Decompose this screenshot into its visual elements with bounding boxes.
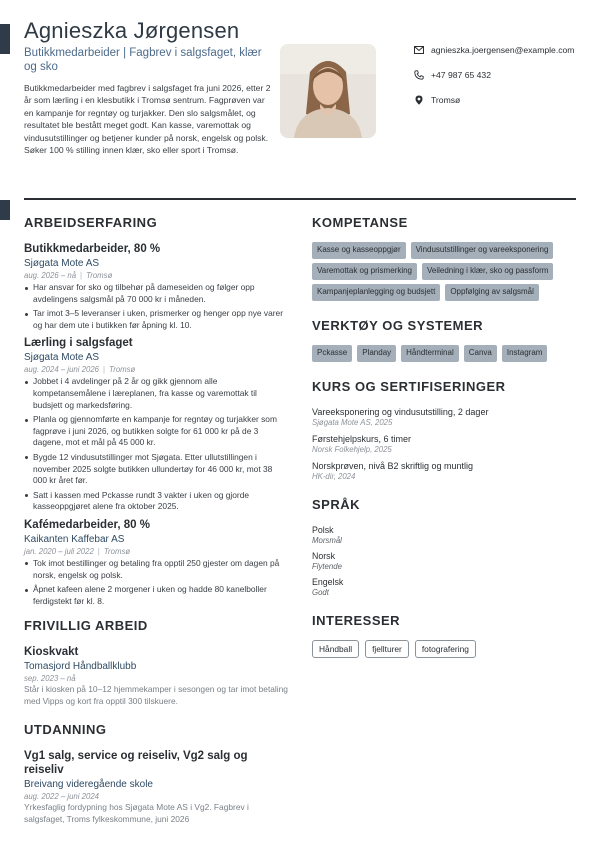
accent-bar-header bbox=[0, 24, 10, 54]
education-description: Yrkesfaglig fordypning hos Sjøgata Mote AS i Vg2. Fagbrev i salgsfaget, Troms fylkeskommune, juni 2026 bbox=[24, 802, 249, 825]
job-bullet: Åpnet kafeen alene 2 morgener i uken og hadde 80 kanelboller ferdigstekt før kl. 8. bbox=[24, 584, 288, 607]
job-entry bbox=[24, 242, 288, 331]
profile-photo bbox=[280, 44, 376, 138]
job-location: Tromsø bbox=[86, 271, 113, 280]
job-bullet: Har ansvar for sko og tilbehør på dameseiden og følger opp avdelingens salgsmål på 70 000 kr i måneden. bbox=[24, 282, 288, 305]
volunteer-entry bbox=[24, 645, 288, 707]
education-heading: UTDANNING bbox=[24, 722, 107, 738]
job-company: Kaikanten Kaffebar AS bbox=[24, 533, 125, 545]
volunteer-description: Står i kiosken på 10–12 hjemmekamper i sesongen og tar imot betaling med Vipps og kort fra opptil 300 tilskuere. bbox=[24, 684, 288, 706]
language-item bbox=[312, 576, 576, 598]
job-company: Sjøgata Mote AS bbox=[24, 352, 100, 364]
job-bullets bbox=[24, 376, 288, 513]
skill-tag: Veiledning i klær, sko og passform bbox=[422, 263, 553, 280]
job-entry bbox=[24, 336, 288, 513]
header-divider bbox=[24, 198, 576, 200]
skills-heading: KOMPETANSE bbox=[312, 215, 408, 230]
education-degree: Vg1 salg, service og reiseliv, Vg2 salg og reiseliv bbox=[24, 750, 248, 777]
education-dates: aug. 2022 – juni 2024 bbox=[24, 792, 100, 802]
left-column bbox=[24, 214, 288, 831]
course-name: Norskprøven, nivå B2 skriftlig og muntlig bbox=[312, 461, 474, 471]
skill-tag: Varemottak og prismerking bbox=[312, 263, 417, 280]
resume-page bbox=[24, 18, 576, 825]
volunteer-dates: sep. 2023 – nå bbox=[24, 674, 76, 684]
phone-text: +47 987 65 432 bbox=[431, 70, 491, 80]
job-entry bbox=[24, 518, 288, 607]
language-item bbox=[312, 524, 576, 546]
email-text: agnieszka.joergensen@example.com bbox=[431, 45, 575, 55]
tool-tag: Planday bbox=[357, 345, 396, 362]
language-level: Godt bbox=[312, 588, 329, 597]
language-level: Morsmål bbox=[312, 536, 342, 545]
job-title: Kafémedarbeider, 80 % bbox=[24, 518, 150, 531]
course-name: Vareeksponering og vindusutstilling, 2 dager bbox=[312, 407, 489, 417]
job-title: Lærling i salgsfaget bbox=[24, 337, 133, 350]
course-item bbox=[312, 406, 576, 428]
contact-email[interactable] bbox=[414, 44, 576, 56]
skill-tag: Oppfølging av salgsmål bbox=[445, 284, 539, 301]
contact-phone[interactable] bbox=[414, 69, 576, 81]
education-school: Breivang videregående skole bbox=[24, 779, 153, 791]
job-dates: aug. 2026 – nå bbox=[24, 271, 77, 280]
job-meta: aug. 2026 – nå | Tromsø bbox=[24, 271, 113, 280]
location-text: Tromsø bbox=[431, 95, 461, 105]
language-level: Flytende bbox=[312, 562, 342, 571]
job-bullet: Tar imot 3–5 leveranser i uken, prismerker og henger opp nye varer og har dem ute i butikken før åpning kl. 10. bbox=[24, 308, 288, 331]
language-name: Polsk bbox=[312, 525, 334, 535]
job-dates: jan. 2020 – juli 2022 bbox=[24, 546, 94, 556]
right-column bbox=[312, 214, 576, 658]
job-bullet: Bygde 12 vindusutstillinger mot Sjøgata. Etter ullutstillingen i november 2025 solgte butikken ullundertøy for 46 000 kr, mot 38 000 kr året før. bbox=[24, 452, 288, 487]
courses-list bbox=[312, 406, 576, 482]
job-location: Tromsø bbox=[109, 365, 136, 375]
interest-tag: fotografering bbox=[415, 640, 476, 658]
education-entry bbox=[24, 749, 288, 825]
job-meta: jan. 2020 – juli 2022 | Tromsø bbox=[24, 546, 131, 556]
languages-list bbox=[312, 524, 576, 598]
skill-tag: Vindusutstillinger og vareeksponering bbox=[411, 242, 554, 259]
job-meta: aug. 2024 – juni 2026 | Tromsø bbox=[24, 365, 136, 375]
volunteer-org: Tomasjord Håndballklubb bbox=[24, 661, 137, 673]
skill-tag: Kasse og kasseoppgjør bbox=[312, 242, 406, 259]
interests-heading: INTERESSER bbox=[312, 613, 401, 628]
course-source: HK-dir, 2024 bbox=[312, 472, 356, 481]
job-company: Sjøgata Mote AS bbox=[24, 258, 100, 269]
phone-icon bbox=[414, 70, 424, 80]
candidate-name: Agnieszka Jørgensen bbox=[24, 18, 240, 43]
job-bullets bbox=[24, 558, 288, 607]
job-bullet: Tok imot bestillinger og betaling fra opptil 250 gjester om dagen på norsk, engelsk og polsk. bbox=[24, 558, 288, 581]
job-bullet: Satt i kassen med Pckasse rundt 3 vakter i uken og gjorde kasseoppgjøret alene fra oktober 2025. bbox=[24, 490, 288, 513]
interests-list bbox=[312, 640, 576, 658]
job-bullet: Planla og gjennomførte en kampanje for regntøy og turjakker som fagprøve i juni 2026, og butikken solgte for 61 000 kr på de 3 dagene, mot et mål på 45 000 kr. bbox=[24, 414, 288, 449]
interest-tag: Håndball bbox=[312, 640, 359, 658]
contact-location bbox=[414, 94, 576, 106]
language-name: Norsk bbox=[312, 551, 335, 561]
language-name: Engelsk bbox=[312, 577, 344, 587]
tool-tag: Canva bbox=[464, 345, 497, 362]
header-text bbox=[24, 18, 276, 156]
experience-heading: ARBEIDSERFARING bbox=[24, 215, 158, 230]
course-source: Norsk Folkehjelp, 2025 bbox=[312, 445, 392, 454]
profile-summary: Butikkmedarbeider med fagbrev i salgsfaget fra juni 2026, etter 2 år som lærling i en klesbutikk i Tromsø sentrum. Fagprøven var en kampanje for regntøy og turjakker. Den slo salgsmålet, og resultatet ble bestått meget godt. Kan kasse, varemottak og vindusutstillinger og betjener kunder på norsk, engelsk og polsk. Søker 100 % stilling innen klær, sko eller sport i Tromsø. bbox=[24, 83, 271, 156]
resume-header bbox=[24, 18, 576, 182]
language-item bbox=[312, 550, 576, 572]
tool-tag: Håndterminal bbox=[401, 345, 459, 362]
course-item bbox=[312, 460, 576, 482]
tool-tag: Instagram bbox=[502, 345, 548, 362]
contact-block bbox=[414, 44, 576, 119]
volunteer-heading: FRIVILLIG ARBEID bbox=[24, 618, 148, 634]
tools-tags bbox=[312, 345, 576, 362]
email-icon bbox=[414, 45, 424, 55]
location-pin-icon bbox=[414, 95, 424, 105]
job-dates: aug. 2024 – juni 2026 bbox=[24, 365, 100, 375]
job-title: Butikkmedarbeider, 80 % bbox=[24, 243, 161, 255]
tool-tag: Pckasse bbox=[312, 345, 352, 362]
job-bullet: Jobbet i 4 avdelinger på 2 år og gikk gjennom alle kompetansemålene i læreplanen, fra kasse og varemottak til budsjett og markedsføring. bbox=[24, 376, 288, 411]
tools-heading: VERKTØY OG SYSTEMER bbox=[312, 318, 484, 333]
candidate-headline: Butikkmedarbeider | Fagbrev i salgsfaget, klær og sko bbox=[24, 47, 262, 73]
job-bullets bbox=[24, 282, 288, 331]
skills-tags bbox=[312, 242, 576, 301]
languages-heading: SPRÅK bbox=[312, 497, 361, 512]
skill-tag: Kampanjeplanlegging og budsjett bbox=[312, 284, 440, 301]
courses-heading: KURS OG SERTIFISERINGER bbox=[312, 379, 506, 394]
course-source: Sjøgata Mote AS, 2025 bbox=[312, 418, 393, 427]
accent-bar-section bbox=[0, 200, 10, 220]
course-name: Førstehjelpskurs, 6 timer bbox=[312, 434, 412, 444]
course-item bbox=[312, 433, 576, 455]
volunteer-role: Kioskvakt bbox=[24, 646, 79, 659]
interest-tag: fjellturer bbox=[365, 640, 409, 658]
job-location: Tromsø bbox=[103, 546, 131, 556]
